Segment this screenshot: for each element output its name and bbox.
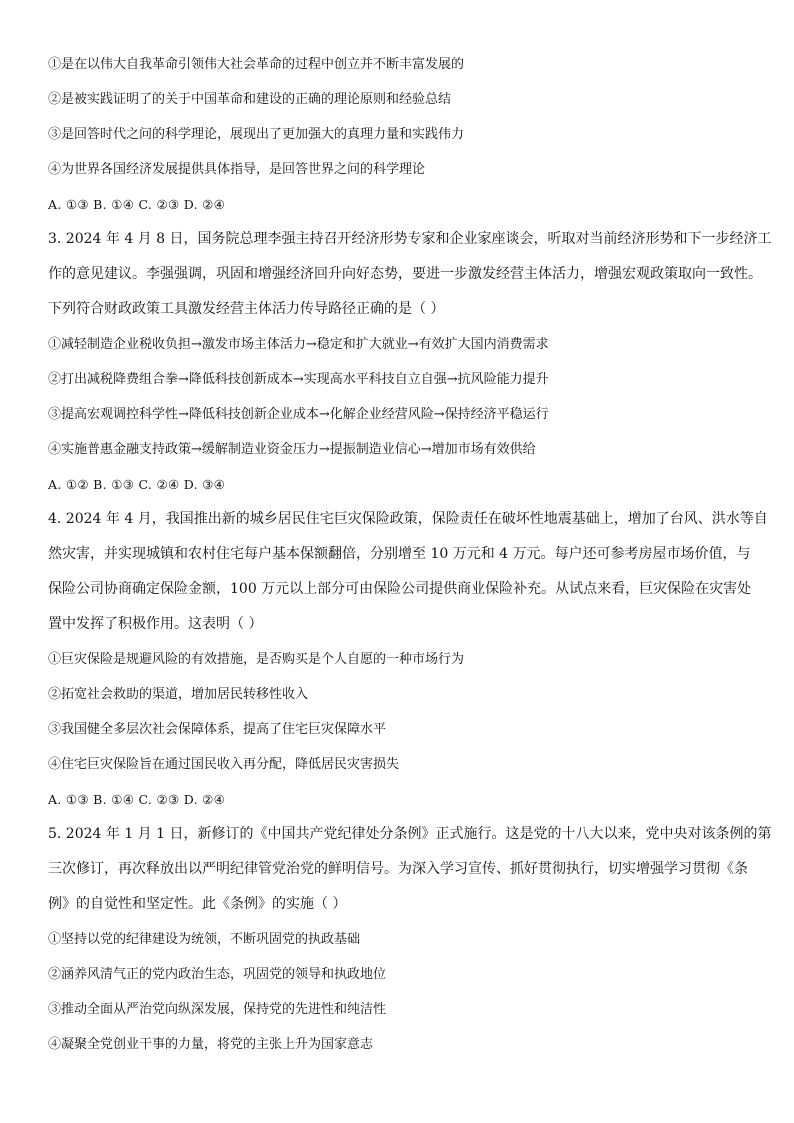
q5-option-4: ④凝聚全党创业干事的力量，将党的主张上升为国家意志 xyxy=(48,1037,374,1052)
q2-answer-choices: A. ①③ B. ①④ C. ②③ D. ②④ xyxy=(48,197,226,212)
q4-option-4: ④住宅巨灾保险旨在通过国民收入再分配，降低居民灾害损失 xyxy=(48,757,400,772)
q3-option-3: ③提高宏观调控科学性→降低科技创新企业成本→化解企业经营风险→保持经济平稳运行 xyxy=(48,407,549,422)
q4-option-1: ①巨灾保险是规避风险的有效措施，是否购买是个人自愿的一种市场行为 xyxy=(48,652,465,667)
q4-stem-line-3: 保险公司协商确定保险金额，100 万元以上部分可由保险公司提供商业保险补充。从试点来看，巨灾保险在灾害处 xyxy=(48,581,752,597)
q5-option-2: ②涵养风清气正的党内政治生态，巩固党的领导和执政地位 xyxy=(48,967,387,982)
q5-option-3: ③推动全面从严治党向纵深发展，保持党的先进性和纯洁性 xyxy=(48,1002,387,1017)
q4-stem-line-2: 然灾害，并实现城镇和农村住宅每户基本保额翻倍，分别增至 10 万元和 4 万元。每户还可参考房屋市场价值，与 xyxy=(48,546,751,562)
q2-options xyxy=(48,56,756,178)
q5-stem-line-1: 5. 2024 年 1 月 1 日，新修订的《中国共产党纪律处分条例》正式施行。这是党的十八大以来，党中央对该条例的第 xyxy=(48,826,772,842)
q2-option-4: ④为世界各国经济发展提供具体指导，是回答世界之问的科学理论 xyxy=(48,162,426,177)
q2-option-1: ①是在以伟大自我革命引领伟大社会革命的过程中创立并不断丰富发展的 xyxy=(48,57,465,72)
q3-stem-line-2: 作的意见建议。李强强调，巩固和增强经济回升向好态势，要进一步激发经营主体活力，增强宏观政策取向一致性。 xyxy=(48,266,762,282)
q2-option-3: ③是回答时代之问的科学理论，展现出了更加强大的真理力量和实践伟力 xyxy=(48,127,465,142)
q4-answer-choices: A. ①③ B. ①④ C. ②③ D. ②④ xyxy=(48,792,226,807)
q3-options xyxy=(48,336,756,458)
q4-stem-line-1: 4. 2024 年 4 月，我国推出新的城乡居民住宅巨灾保险政策，保险责任在破坏性地震基础上，增加了台风、洪水等自 xyxy=(48,511,768,527)
q3-stem-line-1: 3. 2024 年 4 月 8 日，国务院总理李强主持召开经济形势专家和企业家座谈会，听取对当前经济形势和下一步经济工 xyxy=(48,231,772,247)
q5-stem-line-2: 三次修订，再次释放出以严明纪律管党治党的鲜明信号。为深入学习宣传、抓好贯彻执行，切实增强学习贯彻《条 xyxy=(48,861,748,877)
q4-option-3: ③我国健全多层次社会保障体系，提高了住宅巨灾保障水平 xyxy=(48,722,387,737)
q3-answer-choices: A. ①② B. ①③ C. ②④ D. ③④ xyxy=(48,477,226,492)
q4-stem xyxy=(48,511,768,633)
q4-stem-line-4: 置中发挥了积极作用。这表明（ ） xyxy=(48,616,263,632)
q3-option-4: ④实施普惠金融支持政策→缓解制造业资金压力→提振制造业信心→增加市场有效供给 xyxy=(48,442,536,457)
q5-stem xyxy=(48,826,772,913)
q5-options xyxy=(48,931,756,1053)
q4-option-2: ②拓宽社会救助的渠道，增加居民转移性收入 xyxy=(48,687,309,702)
q4-options xyxy=(48,651,756,773)
q3-stem-line-3: 下列符合财政政策工具激发经营主体活力传导路径正确的是（ ） xyxy=(48,301,445,317)
q5-option-1: ①坚持以党的纪律建设为统领，不断巩固党的执政基础 xyxy=(48,932,361,947)
q2-option-2: ②是被实践证明了的关于中国革命和建设的正确的理论原则和经验总结 xyxy=(48,92,452,107)
q3-option-2: ②打出减税降费组合拳→降低科技创新成本→实现高水平科技自立自强→抗风险能力提升 xyxy=(48,372,549,387)
q3-stem xyxy=(48,231,772,318)
q3-option-1: ①减轻制造企业税收负担→激发市场主体活力→稳定和扩大就业→有效扩大国内消费需求 xyxy=(48,337,549,352)
q5-stem-line-3: 例》的自觉性和坚定性。此《条例》的实施（ ） xyxy=(48,896,347,912)
